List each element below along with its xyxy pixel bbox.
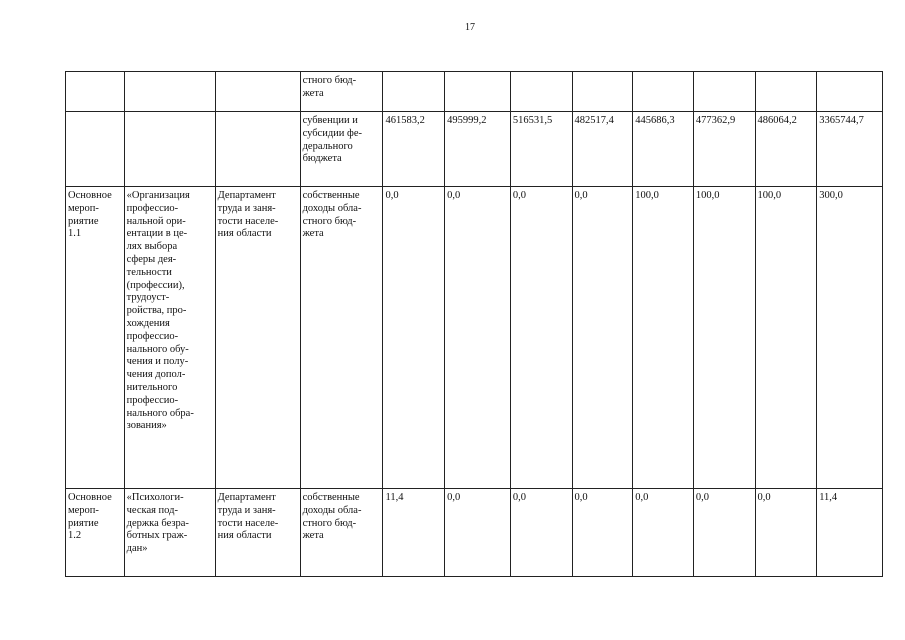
description-cell-line: чения и полу- bbox=[126, 356, 189, 368]
table-body bbox=[66, 72, 883, 577]
year-value-cell: 0,0 bbox=[445, 187, 511, 489]
year-value-cell bbox=[755, 72, 817, 112]
total-value-cell bbox=[817, 72, 883, 112]
year-value-cell: 516531,5 bbox=[510, 112, 572, 187]
year-value-cell bbox=[693, 72, 755, 112]
table-row bbox=[66, 72, 883, 112]
year-value-cell: 0,0 bbox=[445, 489, 511, 577]
executor-cell-line: Департамент bbox=[217, 492, 276, 503]
executor-cell bbox=[215, 112, 300, 187]
description-cell-line: «Психологи- bbox=[126, 492, 184, 503]
executor-cell-line: труда и заня- bbox=[217, 202, 276, 214]
funding-source-cell-line: жета bbox=[302, 530, 324, 542]
measure-cell bbox=[66, 112, 125, 187]
executor-cell-line: тости населе- bbox=[217, 215, 279, 227]
year-value-cell: 461583,2 bbox=[383, 112, 445, 187]
description-cell-line: «Организация bbox=[126, 190, 190, 201]
description-cell-line: профессио- bbox=[126, 394, 179, 406]
year-value-cell: 495999,2 bbox=[445, 112, 511, 187]
funding-source-cell-line: субсидии фе- bbox=[302, 127, 362, 139]
description-cell-line: ческая под- bbox=[126, 504, 178, 516]
description-cell bbox=[124, 112, 215, 187]
year-value-cell: 0,0 bbox=[693, 489, 755, 577]
description-cell-line: тельности bbox=[126, 266, 172, 278]
year-value-cell bbox=[572, 72, 633, 112]
description-cell-line: ентации в це- bbox=[126, 228, 188, 240]
funding-source-cell-line: дерального bbox=[302, 140, 353, 152]
measure-cell-line: Основное bbox=[68, 492, 112, 503]
year-value-cell: 100,0 bbox=[755, 187, 817, 489]
total-value-cell: 3365744,7 bbox=[817, 112, 883, 187]
year-value-cell: 100,0 bbox=[693, 187, 755, 489]
funding-source-cell bbox=[300, 187, 383, 489]
description-cell-line: лях выбора bbox=[126, 241, 178, 253]
year-value-cell: 0,0 bbox=[572, 489, 633, 577]
description-cell-line: дан» bbox=[126, 543, 148, 555]
funding-source-cell-line: бюджета bbox=[302, 153, 342, 165]
executor-cell bbox=[215, 489, 300, 577]
funding-source-cell bbox=[300, 112, 383, 187]
table-row bbox=[66, 489, 883, 577]
description-cell-line: профессио- bbox=[126, 202, 179, 214]
funding-source-cell-line: жета bbox=[302, 228, 324, 240]
description-cell-line: нального обу- bbox=[126, 343, 189, 355]
year-value-cell bbox=[445, 72, 511, 112]
funding-source-cell-line: стного бюд- bbox=[302, 75, 357, 86]
executor-cell-line: тости населе- bbox=[217, 517, 279, 529]
measure-cell-line: 1.2 bbox=[68, 530, 82, 542]
table-row bbox=[66, 112, 883, 187]
year-value-cell: 482517,4 bbox=[572, 112, 633, 187]
description-cell-line: ботных граж- bbox=[126, 530, 188, 542]
description-cell bbox=[124, 489, 215, 577]
funding-source-cell-line: субвенции и bbox=[302, 115, 358, 126]
year-value-cell: 100,0 bbox=[633, 187, 694, 489]
year-value-cell: 486064,2 bbox=[755, 112, 817, 187]
year-value-cell: 11,4 bbox=[383, 489, 445, 577]
executor-cell-line: ния области bbox=[217, 530, 272, 542]
year-value-cell: 0,0 bbox=[510, 489, 572, 577]
description-cell-line: нальной ори- bbox=[126, 215, 186, 227]
executor-cell-line: труда и заня- bbox=[217, 504, 276, 516]
description-cell-line: хождения bbox=[126, 317, 170, 329]
funding-source-cell bbox=[300, 72, 383, 112]
year-value-cell: 0,0 bbox=[572, 187, 633, 489]
executor-cell-line: Департамент bbox=[217, 190, 276, 201]
funding-source-cell-line: доходы обла- bbox=[302, 202, 362, 214]
funding-source-cell bbox=[300, 489, 383, 577]
measure-cell-line: риятие bbox=[68, 215, 99, 227]
description-cell-line: профессио- bbox=[126, 330, 179, 342]
measure-cell-line: Основное bbox=[68, 190, 112, 201]
measure-cell-line: мероп- bbox=[68, 202, 99, 214]
measure-cell bbox=[66, 187, 125, 489]
year-value-cell: 445686,3 bbox=[633, 112, 694, 187]
description-cell-line: зования» bbox=[126, 420, 167, 432]
description-cell bbox=[124, 72, 215, 112]
measure-cell-line: 1.1 bbox=[68, 228, 82, 240]
funding-source-cell-line: стного бюд- bbox=[302, 517, 357, 529]
measure-cell-line: риятие bbox=[68, 517, 99, 529]
year-value-cell bbox=[633, 72, 694, 112]
funding-source-cell-line: жета bbox=[302, 87, 324, 99]
funding-source-cell-line: собственные bbox=[302, 190, 360, 201]
total-value-cell: 11,4 bbox=[817, 489, 883, 577]
funding-source-cell-line: стного бюд- bbox=[302, 215, 357, 227]
executor-cell bbox=[215, 187, 300, 489]
description-cell-line: держка безра- bbox=[126, 517, 189, 529]
year-value-cell: 0,0 bbox=[633, 489, 694, 577]
total-value-cell: 300,0 bbox=[817, 187, 883, 489]
measure-cell bbox=[66, 489, 125, 577]
description-cell-line: чения допол- bbox=[126, 369, 186, 381]
description-cell-line: нительного bbox=[126, 381, 178, 393]
year-value-cell bbox=[510, 72, 572, 112]
funding-source-cell-line: собственные bbox=[302, 492, 360, 503]
description-cell bbox=[124, 187, 215, 489]
description-cell-line: трудоуст- bbox=[126, 292, 170, 304]
year-value-cell bbox=[383, 72, 445, 112]
executor-cell-line: ния области bbox=[217, 228, 272, 240]
measure-cell bbox=[66, 72, 125, 112]
funding-source-cell-line: доходы обла- bbox=[302, 504, 362, 516]
measure-cell-line: мероп- bbox=[68, 504, 99, 516]
executor-cell bbox=[215, 72, 300, 112]
year-value-cell: 477362,9 bbox=[693, 112, 755, 187]
table-row bbox=[66, 187, 883, 489]
page-number: 17 bbox=[465, 22, 475, 33]
description-cell-line: сферы дея- bbox=[126, 253, 177, 265]
year-value-cell: 0,0 bbox=[755, 489, 817, 577]
budget-table bbox=[65, 71, 883, 577]
description-cell-line: нального обра- bbox=[126, 407, 194, 419]
description-cell-line: ройства, про- bbox=[126, 305, 187, 317]
year-value-cell: 0,0 bbox=[383, 187, 445, 489]
description-cell-line: (профессии), bbox=[126, 279, 185, 291]
year-value-cell: 0,0 bbox=[510, 187, 572, 489]
